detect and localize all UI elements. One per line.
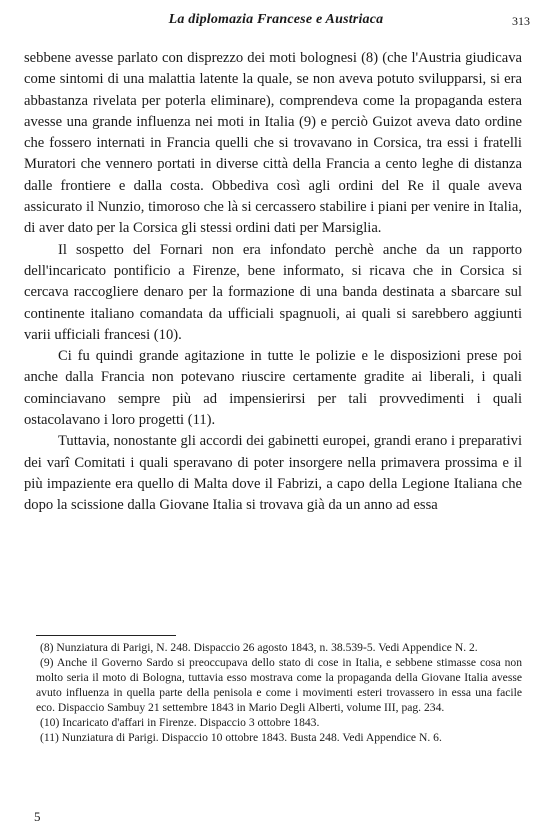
footnote-10: (10) Incaricato d'affari in Firenze. Dispaccio 3 ottobre 1843. <box>40 716 320 729</box>
signature-mark: 5 <box>34 809 41 824</box>
paragraph: Tuttavia, nonostante gli accordi dei gabinetti europei, grandi erano i preparativi dei varî Comitati i quali speravano di poter insorgere nella primavera prossima e il più impaziente era quello di Malta dove il Fabrizi, a capo della Legione Italiana che dopo la scissione dalla Giovane Italia si trovava già da un anno ad essa <box>24 433 522 514</box>
footnote-11: (11) Nunziatura di Parigi. Dispaccio 10 ottobre 1843. Busta 248. Vedi Appendice N. 6. <box>40 731 442 744</box>
body-text <box>24 48 522 517</box>
paragraph-continuation: sebbene avesse parlato con disprezzo dei moti bolognesi (8) (che l'Austria giudicava come sintomi di una malattia latente la quale, se non aveva potuto svilupparsi, si era abbastanza rivelata per poterla eliminare), comprendeva come la propaganda estera avesse una grande influenza nei moti in Italia (9) e perciò Guizot aveva dato ordine che fossero internati in Francia quelli che si trovavano in Corsica, tra essi i fratelli Muratori che vennero portati in diverse città della Francia a cento leghe di distanza dalle frontiere e dalla costa. Obbediva così agli ordini del Re il quale aveva assicurato il Nunzio, timoroso che là si cercassero stabilire i piani per venire in Italia, di aver dato per la Corsica gli stessi ordini dati per Marsiglia. <box>24 50 522 237</box>
running-title: La diplomazia Francese e Austriaca <box>168 12 384 27</box>
footnotes <box>36 640 522 745</box>
paragraph: Ci fu quindi grande agitazione in tutte le polizie e le disposizioni prese poi anche dalla Francia non potevano riuscire certamente gradite ai liberali, i quali cominciavano sempre più ad impensierirsi per tali provvedimenti i quali ostacolavano i loro progetti (11). <box>24 348 522 429</box>
running-header <box>22 10 530 30</box>
footnote-9: (9) Anche il Governo Sardo si preoccupava dello stato di cose in Italia, e sebbene stimasse cosa non molto seria il moto di Bologna, tuttavia esso mostrava come la propaganda della Giovane Italia avesse avuto influenza in quella parte della penisola e come i movimenti esteri trovassero in essa una facile eco. Dispaccio Sambuy 21 settembre 1843 in Mario Degli Alberti, volume III, pag. 234. <box>36 656 522 714</box>
page-number: 313 <box>512 14 530 28</box>
footnote-8: (8) Nunziatura di Parigi, N. 248. Dispaccio 26 agosto 1843, n. 38.539-5. Vedi Appendice N. 2. <box>40 641 478 654</box>
paragraph: Il sospetto del Fornari non era infondato perchè anche da un rapporto dell'incaricato pontificio a Firenze, bene informato, si ricava che in Corsica si cercava raccogliere denaro per la formazione di una banda destinata a sbarcare sul continente italiano comandata da ufficiali spagnuoli, ai quali si sarebbero aggiunti varii ufficiali francesi (10). <box>24 241 522 343</box>
footnote-separator <box>36 635 176 636</box>
